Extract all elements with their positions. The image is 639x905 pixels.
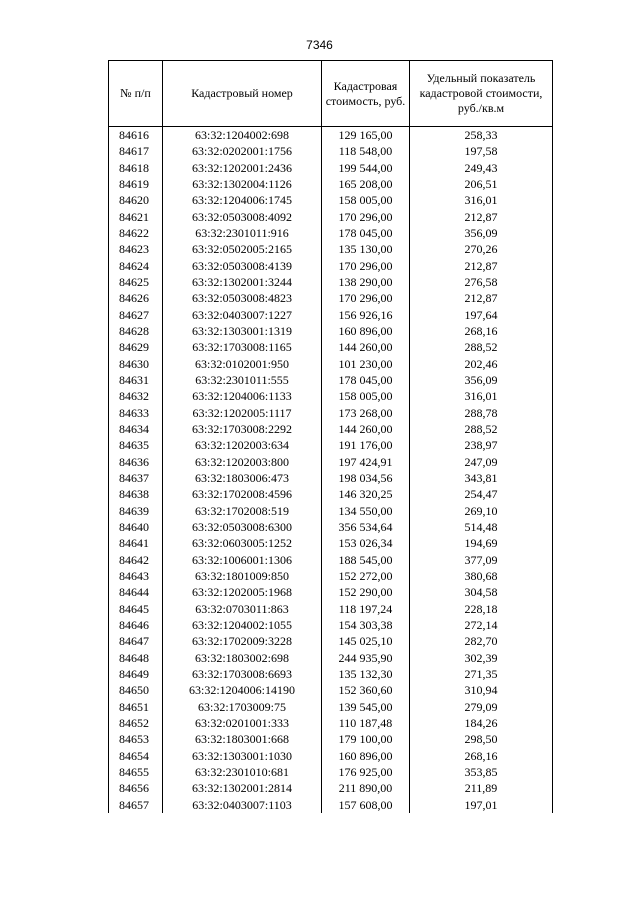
table-row	[109, 552, 553, 568]
cadastral-cost-cell: 146 320,25	[322, 486, 410, 502]
cadastral-number-cell: 63:32:0503008:4823	[163, 290, 322, 306]
table-row	[109, 339, 553, 355]
cadastral-cost-cell: 144 260,00	[322, 421, 410, 437]
row-number: 84626	[109, 290, 163, 306]
table-row	[109, 650, 553, 666]
cadastral-cost-cell: 178 045,00	[322, 372, 410, 388]
row-number: 84638	[109, 486, 163, 502]
cadastral-number-cell: 63:32:0703011:863	[163, 601, 322, 617]
specific-index-cell: 197,01	[410, 796, 553, 812]
table-row	[109, 388, 553, 404]
table-row	[109, 666, 553, 682]
row-number: 84616	[109, 127, 163, 144]
row-number: 84643	[109, 568, 163, 584]
cadastral-number-cell: 63:32:2301011:916	[163, 225, 322, 241]
table-row	[109, 535, 553, 551]
table-row	[109, 372, 553, 388]
cadastral-number-cell: 63:32:1302004:1126	[163, 176, 322, 192]
table-row	[109, 584, 553, 600]
cadastral-cost-cell: 152 272,00	[322, 568, 410, 584]
cadastral-number-cell: 63:32:0403007:1103	[163, 796, 322, 812]
table-row	[109, 405, 553, 421]
table-row	[109, 176, 553, 192]
table-row	[109, 323, 553, 339]
row-number: 84652	[109, 715, 163, 731]
cadastral-cost-cell: 244 935,90	[322, 650, 410, 666]
specific-index-cell: 343,81	[410, 470, 553, 486]
table-row	[109, 192, 553, 208]
table-row	[109, 356, 553, 372]
specific-index-cell: 212,87	[410, 290, 553, 306]
row-number: 84632	[109, 388, 163, 404]
table-row	[109, 780, 553, 796]
cadastral-cost-cell: 160 896,00	[322, 323, 410, 339]
specific-index-cell: 202,46	[410, 356, 553, 372]
table-row	[109, 160, 553, 176]
cadastral-number-cell: 63:32:0502005:2165	[163, 241, 322, 257]
cadastral-number-cell: 63:32:1204006:14190	[163, 682, 322, 698]
specific-index-cell: 211,89	[410, 780, 553, 796]
table-row	[109, 617, 553, 633]
specific-index-cell: 377,09	[410, 552, 553, 568]
row-number: 84649	[109, 666, 163, 682]
cadastral-cost-cell: 138 290,00	[322, 274, 410, 290]
cadastral-cost-cell: 135 132,30	[322, 666, 410, 682]
cadastral-cost-cell: 199 544,00	[322, 160, 410, 176]
cadastral-number-cell: 63:32:0503008:6300	[163, 519, 322, 535]
table-row	[109, 796, 553, 812]
specific-index-cell: 228,18	[410, 601, 553, 617]
table-row	[109, 127, 553, 144]
specific-index-cell: 514,48	[410, 519, 553, 535]
cadastral-table	[108, 60, 553, 813]
cadastral-number-cell: 63:32:1204002:1055	[163, 617, 322, 633]
header-num: № п/п	[109, 61, 163, 127]
table-row	[109, 633, 553, 649]
specific-index-cell: 356,09	[410, 372, 553, 388]
specific-index-cell: 310,94	[410, 682, 553, 698]
row-number: 84655	[109, 764, 163, 780]
header-specific-index: Удельный показатель кадастровой стоимости, руб./кв.м	[410, 61, 553, 127]
cadastral-cost-cell: 179 100,00	[322, 731, 410, 747]
table-body	[109, 127, 553, 813]
cadastral-number-cell: 63:32:1303001:1030	[163, 747, 322, 763]
row-number: 84653	[109, 731, 163, 747]
cadastral-number-cell: 63:32:1204006:1133	[163, 388, 322, 404]
table-row	[109, 503, 553, 519]
row-number: 84645	[109, 601, 163, 617]
table-row	[109, 274, 553, 290]
row-number: 84617	[109, 143, 163, 159]
cadastral-number-cell: 63:32:2301010:681	[163, 764, 322, 780]
table-row	[109, 764, 553, 780]
row-number: 84641	[109, 535, 163, 551]
cadastral-number-cell: 63:32:1204006:1745	[163, 192, 322, 208]
row-number: 84639	[109, 503, 163, 519]
cadastral-number-cell: 63:32:1703008:2292	[163, 421, 322, 437]
cadastral-number-cell: 63:32:1202001:2436	[163, 160, 322, 176]
row-number: 84637	[109, 470, 163, 486]
specific-index-cell: 272,14	[410, 617, 553, 633]
cadastral-number-cell: 63:32:1703008:1165	[163, 339, 322, 355]
cadastral-cost-cell: 158 005,00	[322, 192, 410, 208]
specific-index-cell: 279,09	[410, 698, 553, 714]
header-cadastral-cost: Кадастровая стоимость, руб.	[322, 61, 410, 127]
table-row	[109, 307, 553, 323]
table-row	[109, 258, 553, 274]
table-row	[109, 715, 553, 731]
cadastral-cost-cell: 173 268,00	[322, 405, 410, 421]
specific-index-cell: 276,58	[410, 274, 553, 290]
cadastral-number-cell: 63:32:0503008:4139	[163, 258, 322, 274]
row-number: 84621	[109, 209, 163, 225]
specific-index-cell: 288,52	[410, 421, 553, 437]
table-row	[109, 568, 553, 584]
cadastral-number-cell: 63:32:1202003:800	[163, 454, 322, 470]
row-number: 84648	[109, 650, 163, 666]
row-number: 84646	[109, 617, 163, 633]
cadastral-cost-cell: 152 360,60	[322, 682, 410, 698]
row-number: 84623	[109, 241, 163, 257]
cadastral-cost-cell: 152 290,00	[322, 584, 410, 600]
cadastral-cost-cell: 170 296,00	[322, 209, 410, 225]
specific-index-cell: 249,43	[410, 160, 553, 176]
cadastral-number-cell: 63:32:1702008:519	[163, 503, 322, 519]
cadastral-cost-cell: 176 925,00	[322, 764, 410, 780]
cadastral-cost-cell: 188 545,00	[322, 552, 410, 568]
row-number: 84642	[109, 552, 163, 568]
cadastral-cost-cell: 356 534,64	[322, 519, 410, 535]
cadastral-number-cell: 63:32:1303001:1319	[163, 323, 322, 339]
row-number: 84625	[109, 274, 163, 290]
cadastral-cost-cell: 197 424,91	[322, 454, 410, 470]
table-row	[109, 437, 553, 453]
specific-index-cell: 298,50	[410, 731, 553, 747]
specific-index-cell: 197,64	[410, 307, 553, 323]
row-number: 84633	[109, 405, 163, 421]
cadastral-number-cell: 63:32:0503008:4092	[163, 209, 322, 225]
row-number: 84656	[109, 780, 163, 796]
specific-index-cell: 304,58	[410, 584, 553, 600]
page-number: 7346	[306, 38, 333, 52]
cadastral-number-cell: 63:32:1702008:4596	[163, 486, 322, 502]
cadastral-number-cell: 63:32:1702009:3228	[163, 633, 322, 649]
cadastral-number-cell: 63:32:1803001:668	[163, 731, 322, 747]
specific-index-cell: 270,26	[410, 241, 553, 257]
cadastral-number-cell: 63:32:1204002:698	[163, 127, 322, 144]
cadastral-cost-cell: 153 026,34	[322, 535, 410, 551]
row-number: 84636	[109, 454, 163, 470]
table-row	[109, 209, 553, 225]
row-number: 84654	[109, 747, 163, 763]
specific-index-cell: 254,47	[410, 486, 553, 502]
row-number: 84627	[109, 307, 163, 323]
specific-index-cell: 380,68	[410, 568, 553, 584]
specific-index-cell: 212,87	[410, 209, 553, 225]
table-row	[109, 241, 553, 257]
table-row	[109, 747, 553, 763]
row-number: 84631	[109, 372, 163, 388]
specific-index-cell: 316,01	[410, 192, 553, 208]
row-number: 84651	[109, 698, 163, 714]
cadastral-number-cell: 63:32:0603005:1252	[163, 535, 322, 551]
cadastral-cost-cell: 157 608,00	[322, 796, 410, 812]
table-row	[109, 731, 553, 747]
cadastral-cost-cell: 170 296,00	[322, 290, 410, 306]
cadastral-cost-cell: 158 005,00	[322, 388, 410, 404]
row-number: 84630	[109, 356, 163, 372]
row-number: 84657	[109, 796, 163, 812]
cadastral-cost-cell: 118 548,00	[322, 143, 410, 159]
table-header	[109, 61, 553, 127]
cadastral-number-cell: 63:32:1202005:1117	[163, 405, 322, 421]
cadastral-cost-cell: 144 260,00	[322, 339, 410, 355]
cadastral-number-cell: 63:32:1703009:75	[163, 698, 322, 714]
row-number: 84644	[109, 584, 163, 600]
table-row	[109, 290, 553, 306]
row-number: 84619	[109, 176, 163, 192]
specific-index-cell: 356,09	[410, 225, 553, 241]
specific-index-cell: 288,52	[410, 339, 553, 355]
cadastral-cost-cell: 129 165,00	[322, 127, 410, 144]
cadastral-number-cell: 63:32:1202005:1968	[163, 584, 322, 600]
specific-index-cell: 288,78	[410, 405, 553, 421]
cadastral-number-cell: 63:32:0202001:1756	[163, 143, 322, 159]
row-number: 84628	[109, 323, 163, 339]
row-number: 84634	[109, 421, 163, 437]
table-row	[109, 519, 553, 535]
cadastral-number-cell: 63:32:1202003:634	[163, 437, 322, 453]
cadastral-cost-cell: 145 025,10	[322, 633, 410, 649]
cadastral-number-cell: 63:32:1801009:850	[163, 568, 322, 584]
cadastral-cost-cell: 101 230,00	[322, 356, 410, 372]
cadastral-cost-cell: 165 208,00	[322, 176, 410, 192]
header-cadastral-number: Кадастровый номер	[163, 61, 322, 127]
row-number: 84635	[109, 437, 163, 453]
cadastral-cost-cell: 160 896,00	[322, 747, 410, 763]
header-row	[109, 61, 553, 127]
specific-index-cell: 282,70	[410, 633, 553, 649]
specific-index-cell: 247,09	[410, 454, 553, 470]
specific-index-cell: 316,01	[410, 388, 553, 404]
cadastral-cost-cell: 118 197,24	[322, 601, 410, 617]
cadastral-cost-cell: 110 187,48	[322, 715, 410, 731]
cadastral-cost-cell: 139 545,00	[322, 698, 410, 714]
specific-index-cell: 258,33	[410, 127, 553, 144]
specific-index-cell: 269,10	[410, 503, 553, 519]
row-number: 84640	[109, 519, 163, 535]
table-row	[109, 682, 553, 698]
table-row	[109, 698, 553, 714]
specific-index-cell: 238,97	[410, 437, 553, 453]
specific-index-cell: 271,35	[410, 666, 553, 682]
specific-index-cell: 212,87	[410, 258, 553, 274]
table-row	[109, 421, 553, 437]
cadastral-number-cell: 63:32:2301011:555	[163, 372, 322, 388]
specific-index-cell: 268,16	[410, 747, 553, 763]
specific-index-cell: 184,26	[410, 715, 553, 731]
cadastral-cost-cell: 211 890,00	[322, 780, 410, 796]
table-row	[109, 143, 553, 159]
cadastral-cost-cell: 134 550,00	[322, 503, 410, 519]
table-row	[109, 486, 553, 502]
cadastral-cost-cell: 178 045,00	[322, 225, 410, 241]
table-row	[109, 225, 553, 241]
cadastral-cost-cell: 170 296,00	[322, 258, 410, 274]
cadastral-number-cell: 63:32:1803002:698	[163, 650, 322, 666]
row-number: 84618	[109, 160, 163, 176]
cadastral-number-cell: 63:32:0102001:950	[163, 356, 322, 372]
specific-index-cell: 197,58	[410, 143, 553, 159]
cadastral-number-cell: 63:32:1803006:473	[163, 470, 322, 486]
cadastral-number-cell: 63:32:0403007:1227	[163, 307, 322, 323]
table-row	[109, 454, 553, 470]
row-number: 84647	[109, 633, 163, 649]
table-row	[109, 470, 553, 486]
row-number: 84624	[109, 258, 163, 274]
row-number: 84629	[109, 339, 163, 355]
specific-index-cell: 194,69	[410, 535, 553, 551]
cadastral-cost-cell: 135 130,00	[322, 241, 410, 257]
specific-index-cell: 302,39	[410, 650, 553, 666]
cadastral-cost-cell: 198 034,56	[322, 470, 410, 486]
specific-index-cell: 353,85	[410, 764, 553, 780]
row-number: 84650	[109, 682, 163, 698]
cadastral-number-cell: 63:32:1302001:2814	[163, 780, 322, 796]
cadastral-cost-cell: 191 176,00	[322, 437, 410, 453]
row-number: 84622	[109, 225, 163, 241]
cadastral-number-cell: 63:32:1302001:3244	[163, 274, 322, 290]
cadastral-number-cell: 63:32:1006001:1306	[163, 552, 322, 568]
row-number: 84620	[109, 192, 163, 208]
cadastral-cost-cell: 156 926,16	[322, 307, 410, 323]
specific-index-cell: 268,16	[410, 323, 553, 339]
cadastral-cost-cell: 154 303,38	[322, 617, 410, 633]
cadastral-number-cell: 63:32:1703008:6693	[163, 666, 322, 682]
cadastral-number-cell: 63:32:0201001:333	[163, 715, 322, 731]
table-row	[109, 601, 553, 617]
specific-index-cell: 206,51	[410, 176, 553, 192]
